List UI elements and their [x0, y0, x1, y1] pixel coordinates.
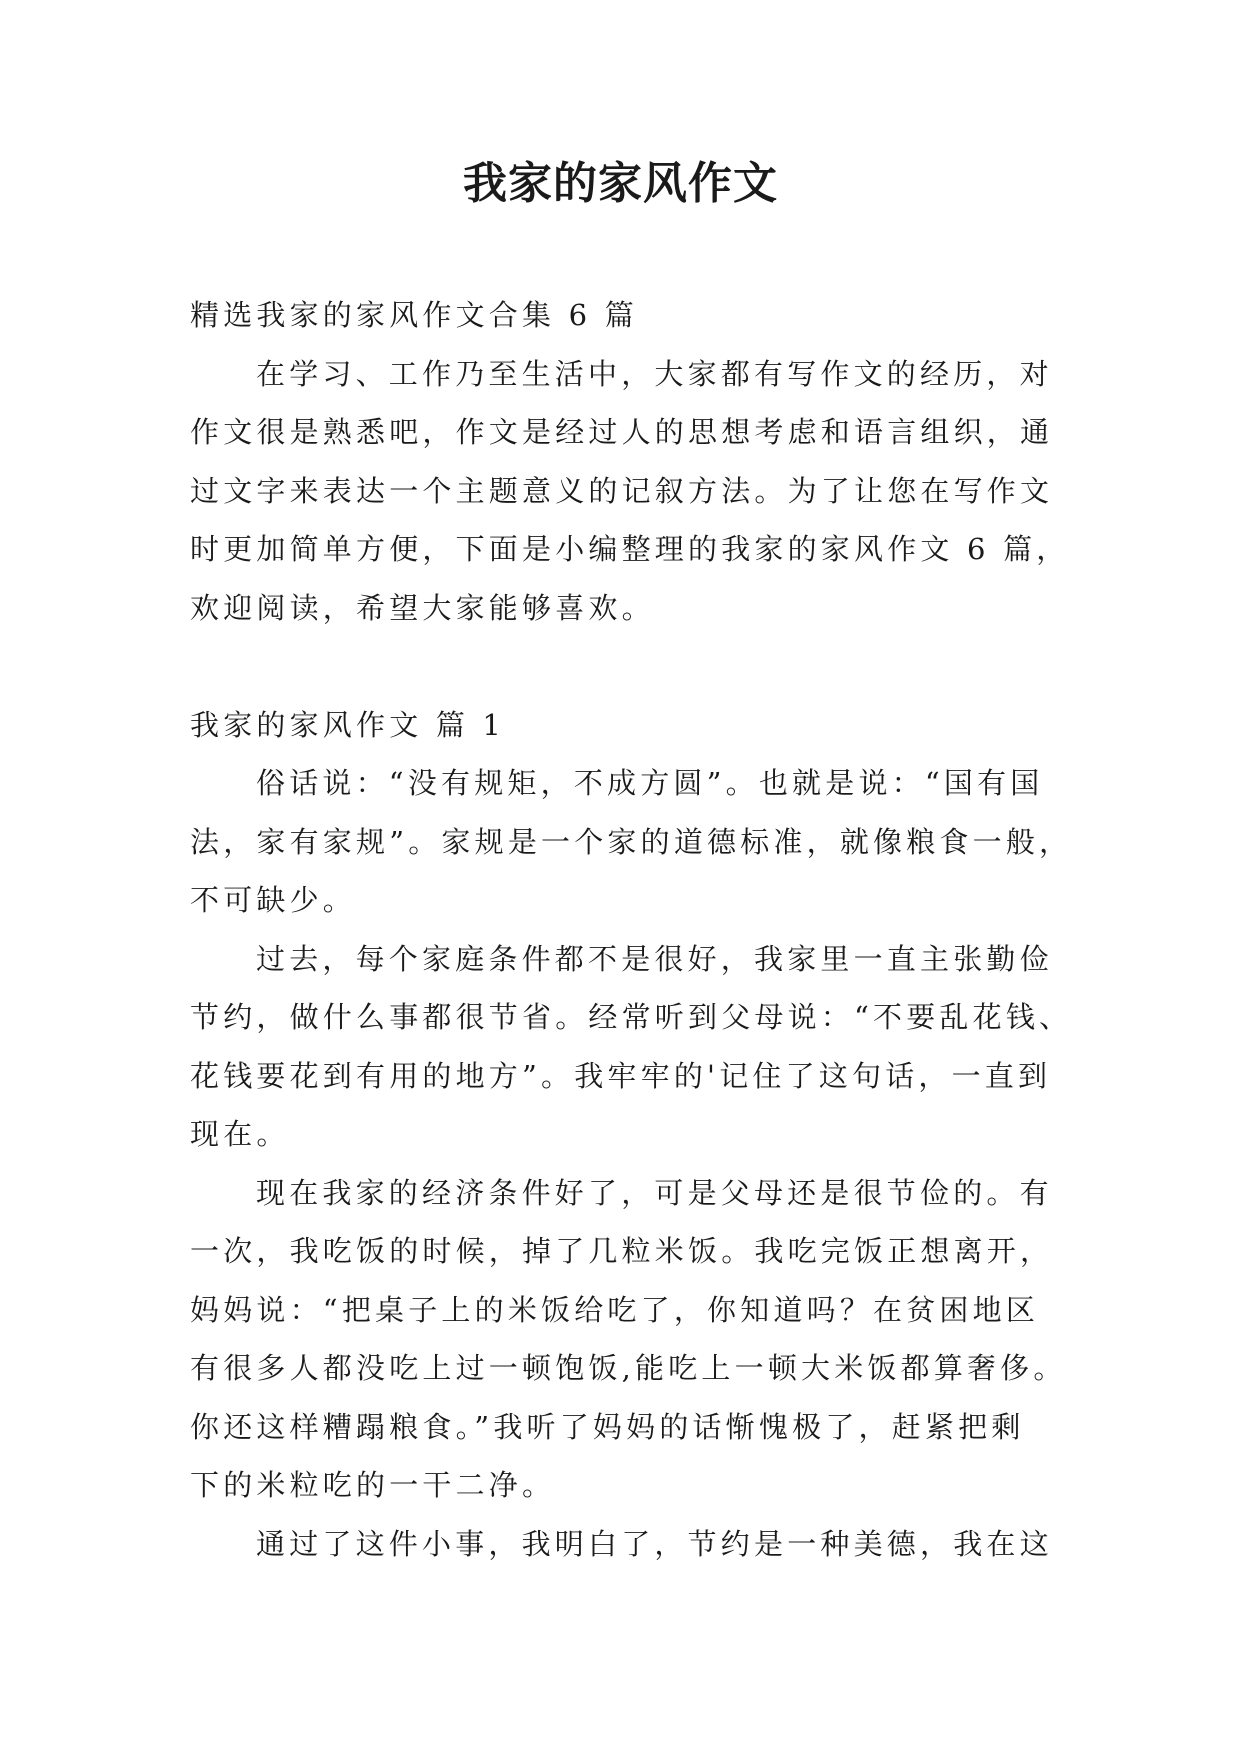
paragraph-4: [190, 1515, 1060, 1574]
paragraph-line: 现在。: [190, 1117, 290, 1151]
section-heading: 我家的家风作文 篇 1: [190, 707, 506, 742]
paragraph-line: 一次，我吃饭的时候，掉了几粒米饭。我吃完饭正想离开，: [190, 1234, 1054, 1268]
paragraph-line: 过去，每个家庭条件都不是很好，我家里一直主张勤俭: [256, 941, 1053, 976]
paragraph-3: [190, 1164, 1067, 1515]
paragraph-line: 通过了这件小事，我明白了，节约是一种美德，我在这: [256, 1526, 1053, 1561]
document-body: [190, 286, 1073, 1573]
paragraph-line: 俗话说：“没有规矩，不成方圆”。也就是说：“国有国: [256, 766, 1044, 800]
intro-line: 作文很是熟悉吧，作文是经过人的思想考虑和语言组织，通: [190, 415, 1054, 449]
intro-line: 过文字来表达一个主题意义的记叙方法。为了让您在写作文: [190, 473, 1054, 508]
intro-line: 欢迎阅读，希望大家能够喜欢。: [190, 590, 655, 625]
intro-paragraph: [190, 345, 1070, 638]
paragraph-2: [190, 930, 1073, 1164]
paragraph-line: 花钱要花到有用的地方”。我牢牢的'记住了这句话，一直到: [190, 1058, 1052, 1093]
paragraph-line: 现在我家的经济条件好了，可是父母还是很节俭的。有: [256, 1175, 1053, 1210]
section-spacer: [190, 637, 1060, 696]
collection-subtitle: 精选我家的家风作文合集 6 篇: [190, 298, 638, 332]
document-title: 我家的家风作文: [463, 158, 778, 209]
paragraph-line: 下的米粒吃的一干二净。: [190, 1468, 556, 1502]
paragraph-line: 妈妈说：“把桌子上的米饭给吃了，你知道吗？在贫困地区: [190, 1292, 1040, 1327]
intro-line: 在学习、工作乃至生活中，大家都有写作文的经历，对: [256, 356, 1053, 391]
paragraph-1: [190, 754, 1073, 930]
paragraph-line: 不可缺少。: [190, 883, 357, 917]
paragraph-line: 有很多人都没吃上过一顿饱饭,能吃上一顿大米饭都算奢侈。: [190, 1351, 1067, 1385]
paragraph-line: 法，家有家规”。家规是一个家的道德标准，就像粮食一般，: [190, 824, 1073, 859]
intro-line: 时更加简单方便，下面是小编整理的我家的家风作文 6 篇，: [190, 532, 1070, 566]
paragraph-line: 你还这样糟蹋粮食。”我听了妈妈的话惭愧极了，赶紧把剩: [190, 1409, 1025, 1444]
paragraph-line: 节约，做什么事都很节省。经常听到父母说：“不要乱花钱、: [190, 1000, 1073, 1034]
